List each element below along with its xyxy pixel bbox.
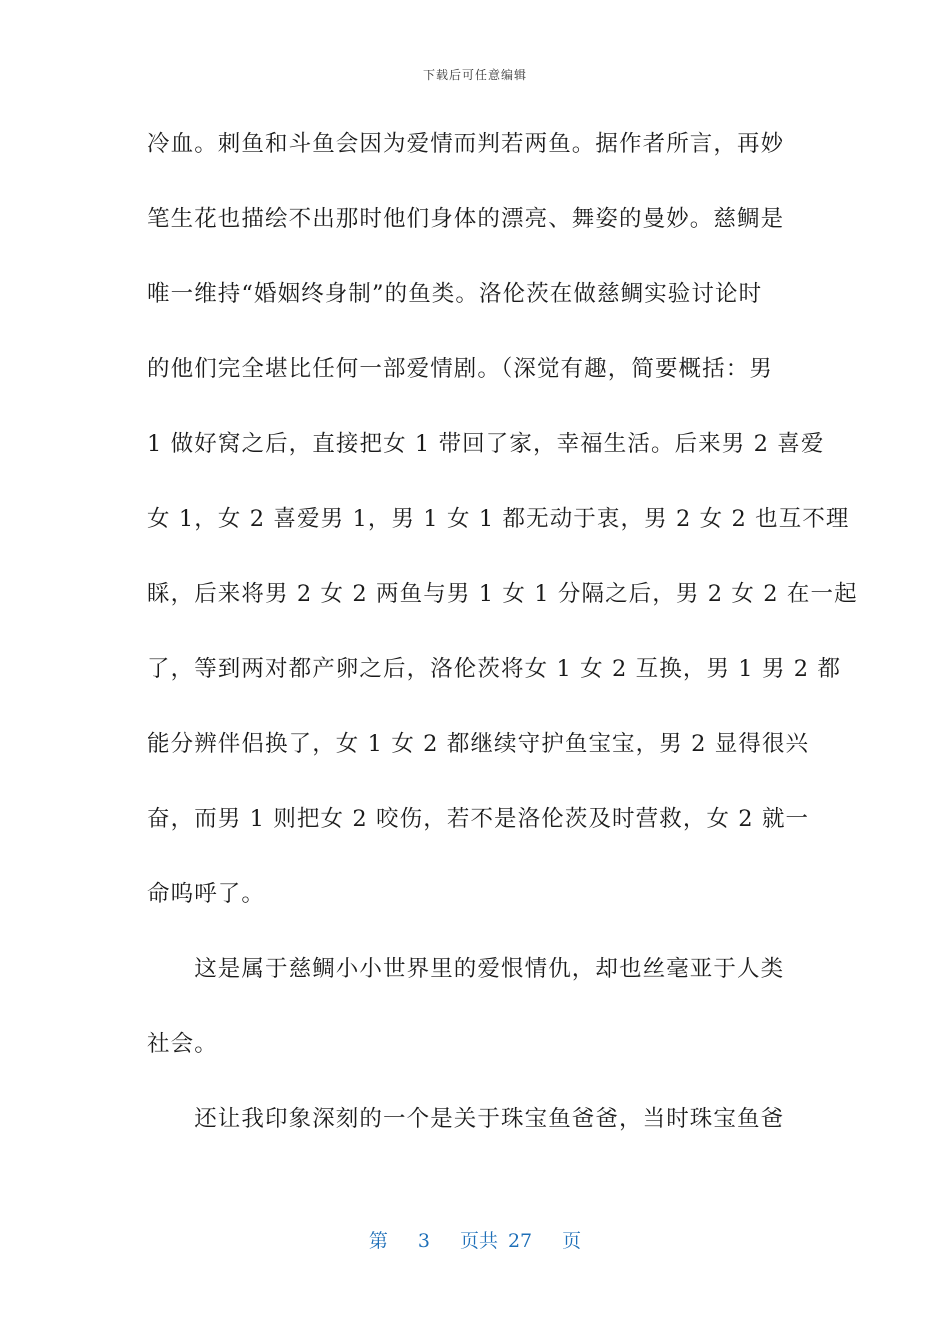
text-line: 女 1，女 2 喜爱男 1，男 1 女 1 都无动于衷，男 2 女 2 也互不理 [147,506,850,532]
footer-middle: 页共 [459,1230,498,1252]
footer-prefix: 第 [368,1230,388,1252]
document-body [147,128,858,1178]
text-line: 还让我印象深刻的一个是关于珠宝鱼爸爸，当时珠宝鱼爸 [147,1106,785,1132]
text-line: 社会。 [147,1031,218,1057]
text-line: 笔生花也描绘不出那时他们身体的漂亮、舞姿的曼妙。慈鲷是 [147,206,785,232]
page-footer [0,1226,950,1253]
text-line: 这是属于慈鲷小小世界里的爱恨情仇，却也丝毫亚于人类 [147,956,785,982]
current-page-number: 3 [417,1230,430,1252]
text-line: 冷血。刺鱼和斗鱼会因为爱情而判若两鱼。据作者所言，再妙 [147,131,785,157]
text-line: 能分辨伴侣换了，女 1 女 2 都继续守护鱼宝宝，男 2 显得很兴 [147,731,810,757]
text-line: 奋，而男 1 则把女 2 咬伤，若不是洛伦茨及时营救，女 2 就一 [147,806,810,832]
page-header: 下载后可任意编辑 [422,68,527,82]
text-line: 睬，后来将男 2 女 2 两鱼与男 1 女 1 分隔之后，男 2 女 2 在一起 [147,581,858,607]
text-line: 了，等到两对都产卵之后，洛伦茨将女 1 女 2 互换，男 1 男 2 都 [147,656,842,682]
footer-suffix: 页 [562,1230,582,1252]
text-line: 的他们完全堪比任何一部爱情剧。（深觉有趣，简要概括：男 [147,356,773,382]
text-line: 1 做好窝之后，直接把女 1 带回了家，幸福生活。后来男 2 喜爱 [147,431,825,457]
text-line: 命呜呼了。 [147,881,266,907]
total-pages-number: 27 [507,1230,533,1252]
text-line: 唯一维持“婚姻终身制”的鱼类。洛伦茨在做慈鲷实验讨论时 [147,281,763,307]
